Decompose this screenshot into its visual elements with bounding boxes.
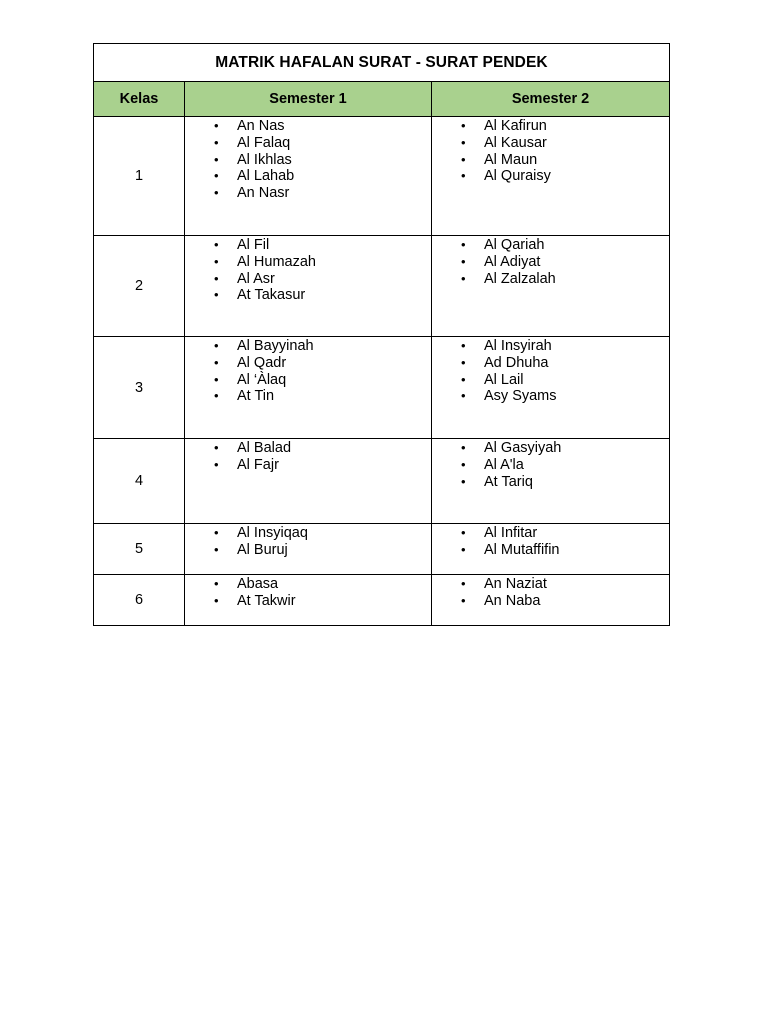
surah-list — [432, 439, 669, 490]
surah-name: Al A'la — [484, 456, 524, 473]
surah-name: An Nas — [237, 118, 285, 134]
surah-name: An Naba — [484, 592, 541, 609]
list-item — [432, 593, 669, 610]
surah-list — [432, 236, 669, 287]
surah-list — [432, 524, 669, 559]
list-item — [432, 542, 669, 559]
bullet-icon: • — [461, 237, 466, 252]
surah-name: Al Gasyiyah — [484, 440, 562, 456]
surah-name: Al Lail — [484, 371, 524, 388]
bullet-icon: • — [461, 440, 466, 455]
header-row — [94, 82, 670, 117]
surah-name: Al Asr — [237, 270, 275, 287]
list-item — [185, 525, 431, 542]
list-item — [185, 271, 431, 288]
semester-1-cell — [185, 439, 432, 524]
semester-1-cell — [185, 236, 432, 337]
surah-name: Al Adiyat — [484, 253, 541, 270]
surah-name: Al Bayyinah — [237, 338, 314, 354]
surah-name: Al Falaq — [237, 134, 291, 151]
list-item — [432, 237, 669, 254]
bullet-icon: • — [214, 253, 219, 269]
list-item — [432, 135, 669, 152]
surah-name: Al Insyirah — [484, 338, 552, 354]
table-row — [94, 236, 670, 337]
bullet-icon: • — [214, 354, 219, 370]
list-item — [432, 474, 669, 491]
bullet-icon: • — [214, 134, 219, 150]
surah-list — [185, 439, 431, 474]
semester-1-cell — [185, 575, 432, 626]
kelas-cell: 2 — [94, 236, 185, 337]
list-item — [432, 271, 669, 288]
list-item — [185, 542, 431, 559]
surah-list — [432, 337, 669, 405]
table-body — [94, 117, 670, 626]
bullet-icon: • — [461, 525, 466, 540]
list-item — [432, 152, 669, 169]
bullet-icon: • — [214, 440, 219, 455]
bullet-icon: • — [214, 151, 219, 167]
table-row — [94, 337, 670, 439]
bullet-icon: • — [214, 525, 219, 540]
semester-2-cell — [432, 575, 670, 626]
list-item — [432, 338, 669, 355]
bullet-icon: • — [214, 338, 219, 353]
bullet-icon: • — [461, 253, 466, 269]
surah-list — [432, 575, 669, 610]
surah-name: Ad Dhuha — [484, 354, 549, 371]
list-item — [185, 287, 431, 304]
surah-name: Al Qariah — [484, 237, 545, 253]
bullet-icon: • — [214, 287, 219, 303]
bullet-icon: • — [461, 473, 466, 489]
bullet-icon: • — [461, 118, 466, 133]
list-item — [185, 593, 431, 610]
surah-name: Al Infitar — [484, 525, 538, 541]
semester-2-cell — [432, 236, 670, 337]
bullet-icon: • — [461, 541, 466, 557]
kelas-cell: 4 — [94, 439, 185, 524]
title-row — [94, 44, 670, 82]
surah-name: Asy Syams — [484, 388, 557, 405]
semester-2-cell — [432, 439, 670, 524]
bullet-icon: • — [214, 456, 219, 472]
bullet-icon: • — [461, 270, 466, 286]
list-item — [432, 118, 669, 135]
surah-list — [185, 524, 431, 559]
list-item — [185, 118, 431, 135]
bullet-icon: • — [461, 338, 466, 353]
bullet-icon: • — [461, 456, 466, 472]
surah-list — [185, 337, 431, 405]
list-item — [432, 457, 669, 474]
table-row — [94, 575, 670, 626]
surah-list — [185, 117, 431, 202]
kelas-cell: 1 — [94, 117, 185, 236]
bullet-icon: • — [461, 388, 466, 404]
surah-name: Al Insyiqaq — [237, 525, 308, 541]
list-item — [432, 254, 669, 271]
bullet-icon: • — [214, 118, 219, 133]
list-item — [185, 237, 431, 254]
surah-name: Abasa — [237, 576, 279, 592]
bullet-icon: • — [214, 185, 219, 201]
surah-name: Al Mutaffifin — [484, 541, 560, 558]
list-item — [185, 338, 431, 355]
bullet-icon: • — [461, 354, 466, 370]
list-item — [185, 254, 431, 271]
list-item — [432, 355, 669, 372]
table-row — [94, 524, 670, 575]
hafalan-matrix-table — [93, 43, 670, 626]
bullet-icon: • — [214, 270, 219, 286]
list-item — [432, 372, 669, 389]
list-item — [185, 185, 431, 202]
bullet-icon: • — [214, 237, 219, 252]
header-semester-2: Semester 2 — [432, 82, 670, 117]
list-item — [185, 388, 431, 405]
table-row — [94, 439, 670, 524]
surah-name: Al Zalzalah — [484, 270, 556, 287]
bullet-icon: • — [214, 388, 219, 404]
bullet-icon: • — [214, 541, 219, 557]
surah-name: Al ‘Àlaq — [237, 371, 287, 388]
bullet-icon: • — [461, 576, 466, 591]
list-item — [432, 525, 669, 542]
semester-1-cell — [185, 117, 432, 236]
bullet-icon: • — [214, 576, 219, 591]
surah-name: At Takwir — [237, 592, 296, 609]
list-item — [185, 440, 431, 457]
surah-name: Al Humazah — [237, 253, 316, 270]
list-item — [185, 457, 431, 474]
bullet-icon: • — [461, 371, 466, 387]
list-item — [432, 440, 669, 457]
surah-list — [185, 575, 431, 610]
surah-name: At Tin — [237, 388, 275, 405]
table-title: MATRIK HAFALAN SURAT - SURAT PENDEK — [94, 44, 670, 82]
list-item — [432, 168, 669, 185]
kelas-cell: 5 — [94, 524, 185, 575]
list-item — [185, 576, 431, 593]
list-item — [432, 576, 669, 593]
semester-1-cell — [185, 524, 432, 575]
surah-list — [432, 117, 669, 185]
surah-name: Al Qadr — [237, 354, 287, 371]
kelas-cell: 3 — [94, 337, 185, 439]
bullet-icon: • — [461, 168, 466, 184]
surah-name: An Nasr — [237, 185, 290, 202]
semester-1-cell — [185, 337, 432, 439]
list-item — [185, 372, 431, 389]
bullet-icon: • — [214, 592, 219, 608]
list-item — [185, 135, 431, 152]
surah-name: Al Quraisy — [484, 168, 551, 185]
semester-2-cell — [432, 337, 670, 439]
list-item — [185, 355, 431, 372]
header-kelas: Kelas — [94, 82, 185, 117]
surah-name: Al Balad — [237, 440, 292, 456]
table-row — [94, 117, 670, 236]
surah-name: Al Buruj — [237, 541, 288, 558]
bullet-icon: • — [461, 151, 466, 167]
list-item — [185, 168, 431, 185]
kelas-cell: 6 — [94, 575, 185, 626]
surah-name: At Takasur — [237, 287, 306, 304]
semester-2-cell — [432, 524, 670, 575]
surah-name: Al Kausar — [484, 134, 547, 151]
bullet-icon: • — [214, 168, 219, 184]
bullet-icon: • — [461, 592, 466, 608]
list-item — [185, 152, 431, 169]
surah-name: At Tariq — [484, 473, 533, 490]
surah-name: Al Fil — [237, 237, 270, 253]
surah-list — [185, 236, 431, 304]
surah-name: Al Maun — [484, 151, 538, 168]
surah-name: An Naziat — [484, 576, 547, 592]
bullet-icon: • — [461, 134, 466, 150]
surah-name: Al Kafirun — [484, 118, 547, 134]
surah-name: Al Lahab — [237, 168, 295, 185]
surah-name: Al Ikhlas — [237, 151, 292, 168]
surah-name: Al Fajr — [237, 456, 279, 473]
header-semester-1: Semester 1 — [185, 82, 432, 117]
bullet-icon: • — [214, 371, 219, 387]
list-item — [432, 388, 669, 405]
semester-2-cell — [432, 117, 670, 236]
